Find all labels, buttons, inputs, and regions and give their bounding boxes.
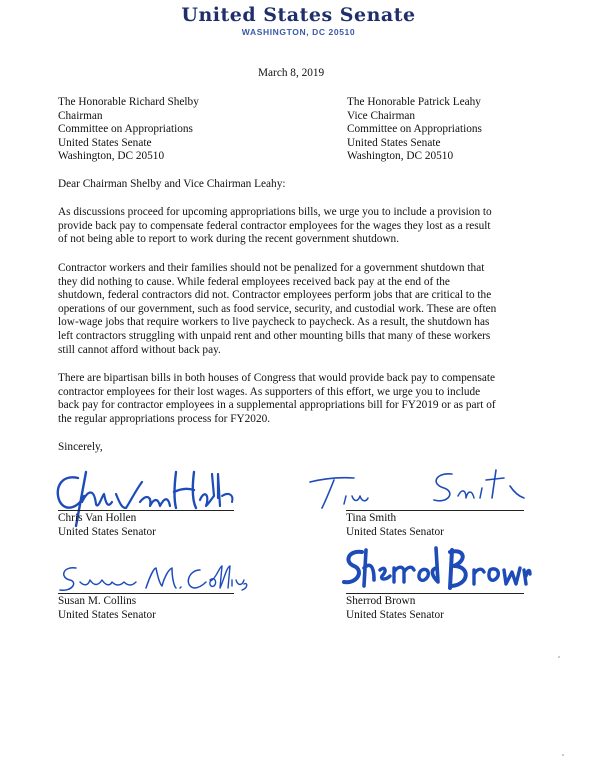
signatory-name: Tina Smith <box>346 512 397 524</box>
signatory-name: Sherrod Brown <box>346 595 416 607</box>
paragraph-line: back pay for contractor employees in a supplemental appropriations bill for FY2019 or as part of <box>58 399 496 412</box>
paragraph-line: still cannot afford without back pay. <box>58 343 221 356</box>
paragraph-line: Contractor workers and their families should not be penalized for a government shutdown that <box>58 262 485 274</box>
recipient-line: The Honorable Richard Shelby <box>58 96 199 108</box>
recipient-line: Committee on Appropriations <box>58 123 193 136</box>
paragraph-line: shutdown, federal contractors did not. Contractor employees perform jobs that are critical to the <box>58 289 492 302</box>
signature-collins <box>54 560 250 596</box>
body-paragraph-3 <box>58 372 558 426</box>
paragraph-line: contractor employees for their lost wages. As supporters of this effort, we urge you to include <box>58 385 481 398</box>
recipient-line: Committee on Appropriations <box>347 123 482 136</box>
paragraph-line: the regular appropriations process for FY2020. <box>58 412 271 425</box>
paragraph-line: provide back pay to compensate federal contractor employees for the wages they lost as a result <box>58 219 491 232</box>
recipient-line: Washington, DC 20510 <box>58 150 165 163</box>
signature-tina-smith <box>302 466 532 512</box>
closing: Sincerely, <box>58 441 103 453</box>
paragraph-line: As discussions proceed for upcoming appropriations bills, we urge you to include a provision to <box>58 206 492 218</box>
recipient-block-right <box>347 96 482 164</box>
signature-line <box>58 510 234 511</box>
signatory-name: Chris Van Hollen <box>58 512 137 524</box>
signature-line <box>58 593 234 594</box>
paragraph-line: left contractors struggling with unpaid rent and other mounting bills that many of these workers <box>58 329 491 342</box>
recipient-line: United States Senate <box>58 136 152 149</box>
recipient-line: Vice Chairman <box>347 109 416 122</box>
paragraph-line: low-wage jobs that require workers to live paycheck to paycheck. As a result, the shutdown has <box>58 316 490 329</box>
signature-line <box>346 593 524 594</box>
scan-speck <box>562 754 564 756</box>
signatory-title: United States Senator <box>58 609 156 621</box>
signatory-title: United States Senator <box>346 526 444 538</box>
letter-date: March 8, 2019 <box>258 67 325 79</box>
paragraph-line: operations of our government, such as food service, security, and custodial work. These are often <box>58 302 497 315</box>
signature-sherrod-brown <box>340 540 530 598</box>
recipient-block-left <box>58 96 199 164</box>
signature-line <box>346 510 524 511</box>
paragraph-line: of not being able to report to work during the recent government shutdown. <box>58 233 400 246</box>
body-paragraph-1 <box>58 206 558 247</box>
recipient-line: Chairman <box>58 109 103 122</box>
scan-speck <box>558 656 560 658</box>
recipient-line: United States Senate <box>347 136 441 149</box>
letterhead <box>0 4 597 37</box>
recipient-line: Washington, DC 20510 <box>347 150 454 163</box>
signatory-title: United States Senator <box>58 526 156 538</box>
paragraph-line: they did nothing to cause. While federal employees received back pay at the end of the <box>58 275 450 288</box>
letterhead-title: United States Senate <box>181 4 416 26</box>
signatory-name: Susan M. Collins <box>58 595 137 607</box>
recipient-line: The Honorable Patrick Leahy <box>347 96 481 108</box>
signatory-title: United States Senator <box>346 609 444 621</box>
body-paragraph-2 <box>58 262 558 357</box>
letterhead-location: WASHINGTON, DC 20510 <box>241 27 356 37</box>
salutation: Dear Chairman Shelby and Vice Chairman Leahy: <box>58 178 286 190</box>
paragraph-line: There are bipartisan bills in both houses of Congress that would provide back pay to compensate <box>58 372 496 384</box>
